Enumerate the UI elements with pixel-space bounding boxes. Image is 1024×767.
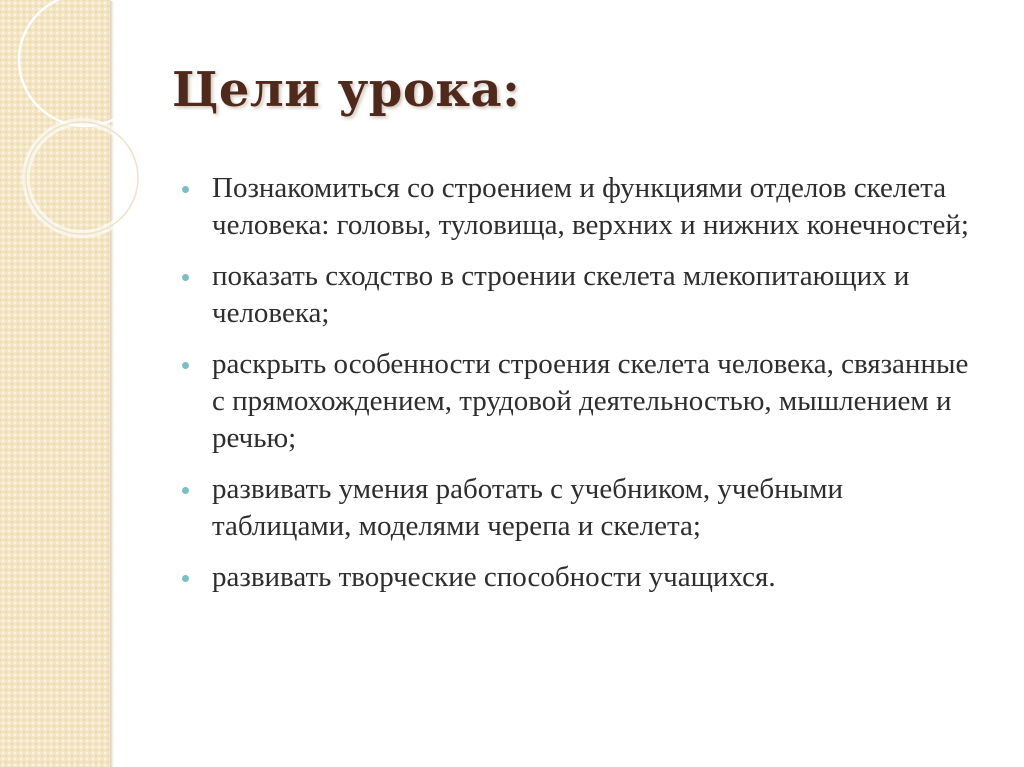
- list-item: [182, 471, 982, 545]
- list-item-text: показать сходство в строении скелета млекопитающих и человека;: [212, 260, 910, 329]
- dot-icon: [182, 362, 189, 369]
- dot-icon: [182, 575, 189, 582]
- goals-list: [182, 170, 982, 610]
- list-item: [182, 170, 982, 244]
- rings-decoration-icon: [0, 0, 140, 260]
- list-item-text: развивать творческие способности учащихся.: [212, 561, 776, 593]
- list-item-text: развивать умения работать с учебником, учебными таблицами, моделями черепа и скелета;: [212, 473, 844, 542]
- list-item: [182, 346, 982, 457]
- slide-title: Цели урока:: [172, 62, 521, 118]
- list-item: [182, 258, 982, 332]
- list-item-text: Познакомиться со строением и функциями отделов скелета человека: головы, туловища, верхних и нижних конечностей;: [212, 172, 969, 241]
- dot-icon: [182, 487, 189, 494]
- dot-icon: [182, 186, 189, 193]
- dot-icon: [182, 274, 189, 281]
- list-item: [182, 559, 982, 596]
- list-item-text: раскрыть особенности строения скелета человека, связанные с прямохождением, трудовой деятельностью, мышлением и речью;: [212, 348, 969, 454]
